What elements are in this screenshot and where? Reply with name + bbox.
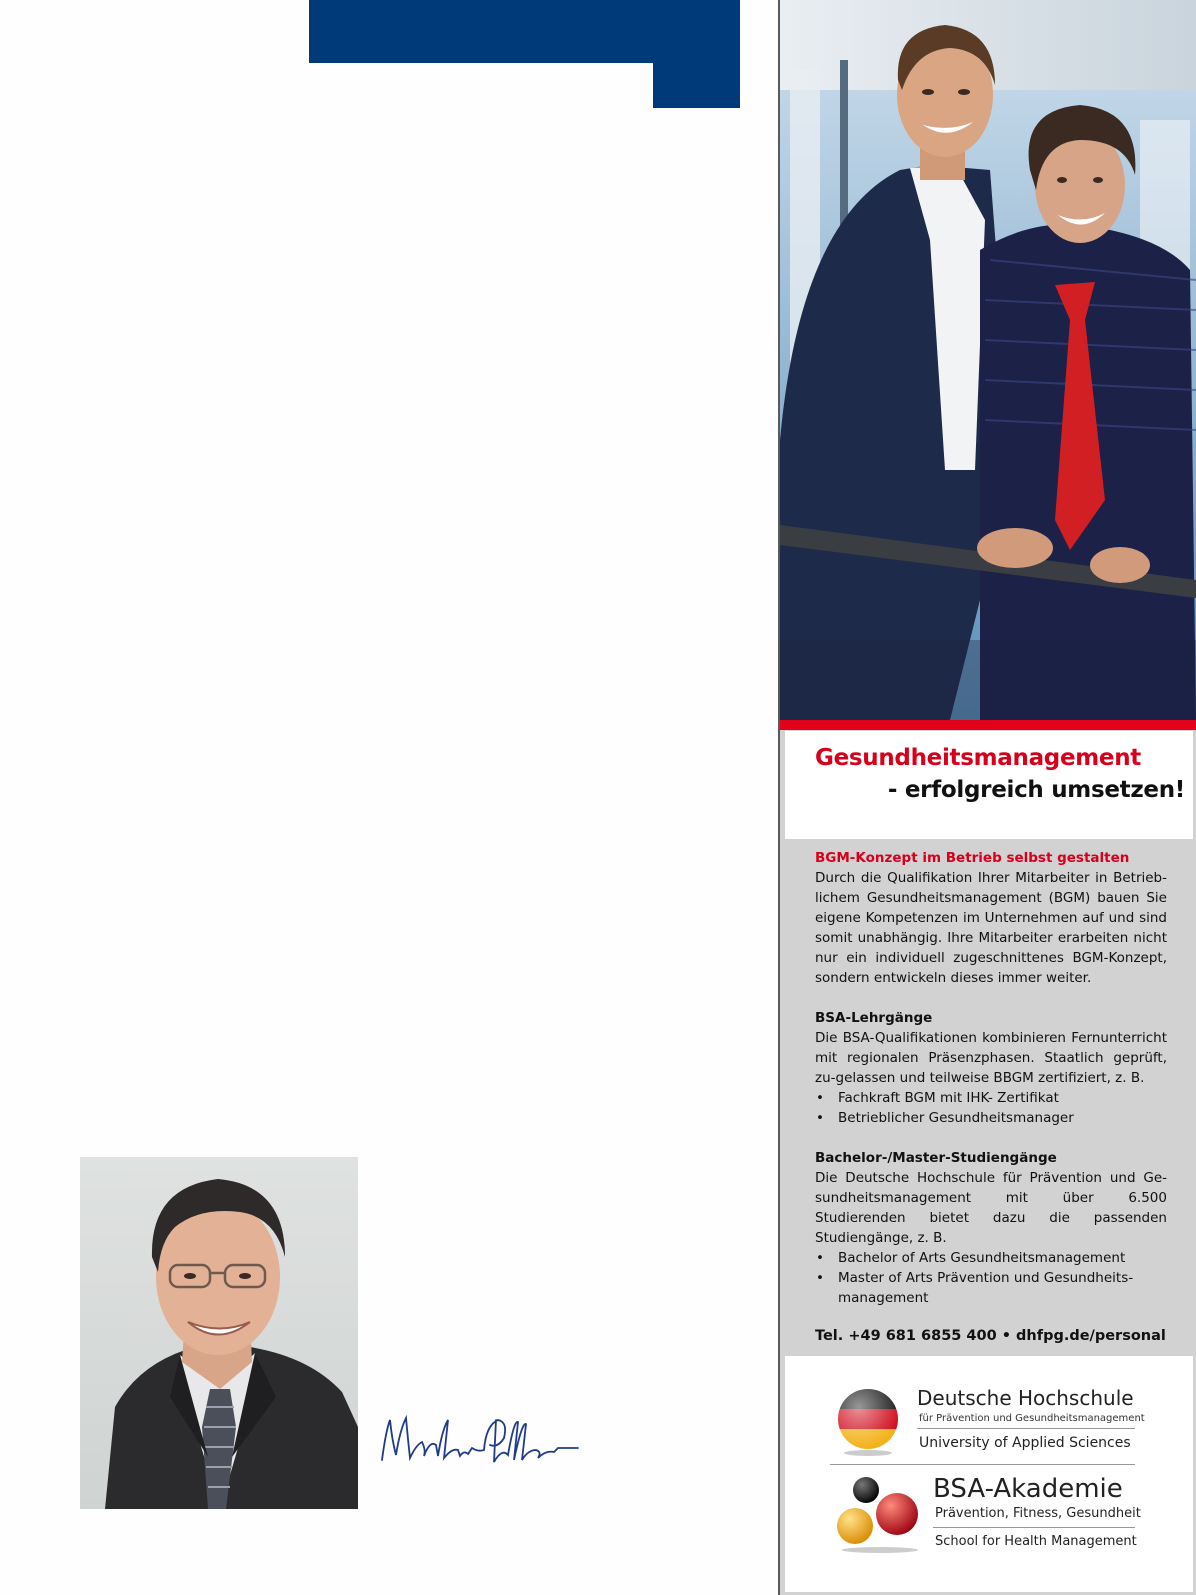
list-item: • Betrieblicher Gesundheitsmanager: [815, 1108, 1167, 1128]
ad-photo: [780, 0, 1196, 720]
divider: [917, 1428, 1135, 1429]
dh-logo-subtitle: für Prävention und Gesundheitsmanagement: [919, 1413, 1145, 1424]
bsa-spheres-icon: [835, 1474, 930, 1554]
bsa-logo-subtitle: Prävention, Fitness, Gesundheit: [935, 1506, 1141, 1521]
divider: [830, 1464, 1135, 1465]
section-studies-title: Bachelor-/Master-Studiengänge: [815, 1150, 1057, 1166]
section-bsa-list: [815, 1088, 1167, 1128]
headline-line1: Gesundheitsmanagement: [815, 745, 1141, 771]
logos-area: [785, 1356, 1193, 1592]
list-item: • Master of Arts Prävention und Gesundheits-management: [815, 1268, 1167, 1308]
section-bgm-text: Durch die Qualifikation Ihrer Mitarbeiter in Betrieb-lichem Gesundheitsmanagement (BGM) bauen Sie eigene Kompetenzen im Unternehmen auf und sind somit unabhängig. Ihre Mitarbeiter erarbeiten nicht nur ein individuell zugeschnittenes BGM-Konzept, sondern entwickeln dieses immer weiter.: [815, 870, 1167, 986]
bsa-logo-tagline: School for Health Management: [935, 1534, 1137, 1549]
handwritten-signature: [378, 1400, 598, 1480]
ad-headline: [785, 731, 1193, 839]
advertisement-panel: [780, 0, 1196, 1595]
navy-header-step: [653, 60, 740, 108]
dh-logo-title: Deutsche Hochschule: [917, 1386, 1134, 1410]
section-bgm-title: BGM-Konzept im Betrieb selbst gestalten: [815, 850, 1130, 866]
navy-header-bar: [309, 0, 740, 63]
dh-logo-tagline: University of Applied Sciences: [919, 1435, 1131, 1451]
portrait-photo: [80, 1157, 358, 1509]
red-accent-band: [780, 720, 1196, 730]
list-item: • Bachelor of Arts Gesundheitsmanagement: [815, 1248, 1167, 1268]
ad-body: [815, 848, 1167, 1308]
divider: [933, 1527, 1135, 1528]
dh-globe-icon: [833, 1386, 903, 1456]
bsa-logo-title: BSA-Akademie: [933, 1474, 1123, 1504]
section-bsa-text: Die BSA-Qualifikationen kombinieren Fernunterricht mit regionalen Präsenzphasen. Staatlich geprüft, zu-gelassen und teilweise BBGM zertifiziert, z. B.: [815, 1030, 1167, 1086]
section-bsa-title: BSA-Lehrgänge: [815, 1010, 933, 1026]
list-item: • Fachkraft BGM mit IHK- Zertifikat: [815, 1088, 1167, 1108]
headline-line2: - erfolgreich umsetzen!: [887, 777, 1185, 803]
section-studies-list: [815, 1248, 1167, 1308]
section-studies-text: Die Deutsche Hochschule für Prävention und Ge-sundheitsmanagement mit über 6.500 Studierenden bietet dazu die passenden Studiengänge, z. B.: [815, 1170, 1167, 1246]
contact-line: Tel. +49 681 6855 400 • dhfpg.de/personal: [815, 1328, 1166, 1344]
